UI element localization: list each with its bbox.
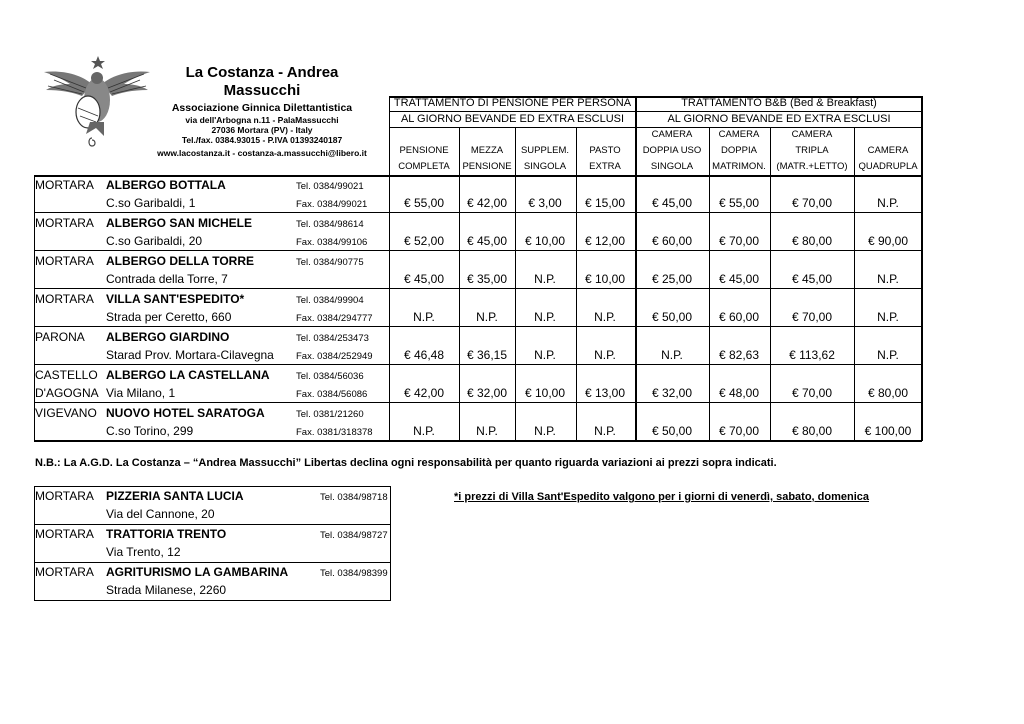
column-header-5-line2: DOPPIA USO	[642, 145, 702, 156]
restaurant-name: AGRITURISMO LA GAMBARINA	[106, 565, 289, 579]
price-cell: N.P.	[534, 424, 556, 438]
hotel-phone: Tel. 0384/99021	[296, 181, 364, 192]
hotel-fax: Fax. 0384/294777	[296, 313, 373, 324]
column-header-2-line3: PENSIONE	[462, 161, 512, 172]
price-cell: N.P.	[877, 348, 899, 362]
hotel-phone: Tel. 0384/56036	[296, 371, 364, 382]
restaurant-phone: Tel. 0384/98727	[320, 530, 388, 541]
price-cell: € 80,00	[791, 424, 833, 438]
hotel-phone: Tel. 0384/98614	[296, 219, 364, 230]
price-cell: N.P.	[476, 424, 498, 438]
villa-price-note: *i prezzi di Villa Sant'Espedito valgono per i giorni di venerdì, sabato, domenica	[454, 491, 869, 503]
column-header-6-line3: MATRIMON.	[712, 161, 766, 172]
hotel-town: MORTARA	[35, 216, 94, 230]
price-cell: € 32,00	[651, 386, 693, 400]
hotel-address: Strada per Ceretto, 660	[106, 310, 232, 324]
column-header-8-line3: QUADRUPLA	[858, 161, 918, 172]
brand-title: La Costanza - Andrea Massucchi	[185, 64, 339, 99]
hotel-address: C.so Garibaldi, 20	[106, 234, 203, 248]
hotel-address: C.so Garibaldi, 1	[106, 196, 196, 210]
price-cell: € 60,00	[651, 234, 693, 248]
hotel-town: MORTARA	[35, 254, 94, 268]
price-cell: € 113,62	[789, 348, 835, 362]
column-header-3-line2: SUPPLEM.	[520, 145, 570, 156]
price-cell: € 80,00	[791, 234, 833, 248]
restaurant-name: TRATTORIA TRENTO	[106, 527, 227, 541]
price-cell: € 10,00	[524, 386, 566, 400]
price-cell: € 45,00	[403, 272, 445, 286]
price-cell: € 82,63	[718, 348, 760, 362]
brand-city: 27036 Mortara (PV) - Italy	[211, 125, 313, 135]
restaurant-name: PIZZERIA SANTA LUCIA	[106, 489, 244, 503]
price-cell: N.P.	[534, 272, 556, 286]
price-cell: N.P.	[534, 348, 556, 362]
price-cell: N.P.	[877, 196, 899, 210]
hotel-phone: Tel. 0381/21260	[296, 409, 364, 420]
hotel-address: Via Milano, 1	[106, 386, 176, 400]
price-cell: € 10,00	[524, 234, 566, 248]
hotel-fax: Fax. 0384/99106	[296, 237, 368, 248]
price-cell: N.P.	[661, 348, 683, 362]
column-header-6-line1: CAMERA	[718, 129, 760, 140]
price-cell: N.P.	[594, 310, 616, 324]
column-header-3-line3: SINGOLA	[523, 161, 567, 172]
hotel-fax: Fax. 0384/252949	[296, 351, 373, 362]
hotel-name: ALBERGO DELLA TORRE	[106, 254, 255, 268]
price-cell: N.P.	[534, 310, 556, 324]
column-header-1-line3: COMPLETA	[398, 161, 450, 172]
price-cell: € 35,00	[466, 272, 508, 286]
brand-address: via dell'Arbogna n.11 - PalaMassucchi	[185, 115, 339, 125]
hotel-fax: Fax. 0384/99021	[296, 199, 368, 210]
hotel-phone: Tel. 0384/253473	[296, 333, 369, 344]
restaurant-town: MORTARA	[35, 565, 94, 579]
column-header-4-line2: PASTO	[589, 145, 621, 156]
bb-group-header-line2: AL GIORNO BEVANDE ED EXTRA ESCLUSI	[667, 113, 891, 125]
column-header-4-line3: EXTRA	[589, 161, 621, 172]
price-cell: N.P.	[594, 348, 616, 362]
price-cell: € 42,00	[466, 196, 508, 210]
hotel-fax: Fax. 0381/318378	[296, 427, 373, 438]
price-cell: N.P.	[877, 272, 899, 286]
column-header-1-line2: PENSIONE	[399, 145, 449, 156]
hotel-town: PARONA	[35, 330, 85, 344]
restaurant-address: Via Trento, 12	[106, 545, 181, 559]
price-cell: € 70,00	[718, 424, 760, 438]
price-cell: € 70,00	[791, 386, 833, 400]
restaurant-phone: Tel. 0384/98399	[320, 568, 388, 579]
hotel-town: CASTELLO	[35, 368, 98, 382]
restaurant-address: Via del Cannone, 20	[106, 507, 215, 521]
price-cell: € 15,00	[584, 196, 626, 210]
price-cell: € 45,00	[791, 272, 833, 286]
price-cell: € 48,00	[718, 386, 760, 400]
price-cell: € 100,00	[864, 424, 912, 438]
brand-website: www.lacostanza.it - costanza-a.massucchi@libero.it	[157, 148, 367, 158]
brand-block	[146, 64, 378, 159]
price-cell: € 32,00	[466, 386, 508, 400]
price-cell: € 42,00	[403, 386, 445, 400]
brand-subtitle: Associazione Ginnica Dilettantistica	[171, 102, 353, 114]
column-header-7-line1: CAMERA	[791, 129, 833, 140]
column-header-7-line3: (MATR.+LETTO)	[776, 161, 848, 172]
hotel-phone: Tel. 0384/90775	[296, 257, 364, 268]
price-cell: € 52,00	[403, 234, 445, 248]
hotel-town-line2: D'AGOGNA	[35, 386, 99, 400]
hotel-name: ALBERGO LA CASTELLANA	[106, 368, 270, 382]
bb-group-header-line1: TRATTAMENTO B&B (Bed & Breakfast)	[681, 97, 877, 109]
price-cell: € 90,00	[867, 234, 909, 248]
hotel-name: VILLA SANT'ESPEDITO*	[106, 292, 245, 306]
column-header-5-line3: SINGOLA	[650, 161, 694, 172]
column-header-5-line1: CAMERA	[651, 129, 693, 140]
column-header-2-line2: MEZZA	[470, 145, 504, 156]
price-cell: € 70,00	[718, 234, 760, 248]
price-cell: € 50,00	[651, 310, 693, 324]
price-cell: € 60,00	[718, 310, 760, 324]
restaurant-town: MORTARA	[35, 489, 94, 503]
price-cell: € 46,48	[403, 348, 445, 362]
restaurant-town: MORTARA	[35, 527, 94, 541]
price-cell: € 45,00	[466, 234, 508, 248]
hotel-address: C.so Torino, 299	[106, 424, 194, 438]
hotel-phone: Tel. 0384/99904	[296, 295, 364, 306]
price-cell: € 45,00	[718, 272, 760, 286]
column-header-8-line2: CAMERA	[867, 145, 909, 156]
hotel-town: MORTARA	[35, 292, 94, 306]
column-header-6-line2: DOPPIA	[721, 145, 757, 156]
price-cell: N.P.	[476, 310, 498, 324]
hotel-fax: Fax. 0384/56086	[296, 389, 368, 400]
price-cell: € 80,00	[867, 386, 909, 400]
disclaimer-note: N.B.: La A.G.D. La Costanza – “Andrea Massucchi” Libertas declina ogni responsabilità per quanto riguarda variazioni ai prezzi sopra indicati.	[35, 457, 777, 469]
column-header-7-line2: TRIPLA	[795, 145, 829, 156]
price-cell: € 10,00	[584, 272, 626, 286]
price-cell: N.P.	[594, 424, 616, 438]
hotel-town: MORTARA	[35, 178, 94, 192]
price-cell: € 3,00	[528, 196, 562, 210]
price-cell: € 70,00	[791, 196, 833, 210]
hotel-address: Starad Prov. Mortara-Cilavegna	[106, 348, 274, 362]
price-cell: N.P.	[413, 424, 435, 438]
hotel-name: ALBERGO SAN MICHELE	[106, 216, 253, 230]
restaurant-address: Strada Milanese, 2260	[106, 583, 227, 597]
price-cell: € 55,00	[718, 196, 760, 210]
brand-contacts: Tel./fax. 0384.93015 - P.IVA 01393240187	[181, 135, 343, 145]
hotel-address: Contrada della Torre, 7	[106, 272, 228, 286]
price-cell: € 55,00	[403, 196, 445, 210]
eagle-logo-icon	[40, 54, 152, 152]
price-cell: € 70,00	[791, 310, 833, 324]
price-cell: € 50,00	[651, 424, 693, 438]
hotel-town: VIGEVANO	[35, 406, 97, 420]
price-cell: € 12,00	[584, 234, 626, 248]
hotel-name: ALBERGO BOTTALA	[106, 178, 226, 192]
hotel-name: ALBERGO GIARDINO	[106, 330, 230, 344]
hotel-name: NUOVO HOTEL SARATOGA	[106, 406, 265, 420]
restaurant-phone: Tel. 0384/98718	[320, 492, 388, 503]
pensione-group-header-line1: TRATTAMENTO DI PENSIONE PER PERSONA	[393, 97, 632, 109]
price-cell: € 36,15	[466, 348, 508, 362]
price-cell: € 25,00	[651, 272, 693, 286]
price-cell: N.P.	[877, 310, 899, 324]
price-cell: N.P.	[413, 310, 435, 324]
pensione-group-header-line2: AL GIORNO BEVANDE ED EXTRA ESCLUSI	[400, 113, 625, 125]
price-cell: € 13,00	[584, 386, 626, 400]
price-cell: € 45,00	[651, 196, 693, 210]
